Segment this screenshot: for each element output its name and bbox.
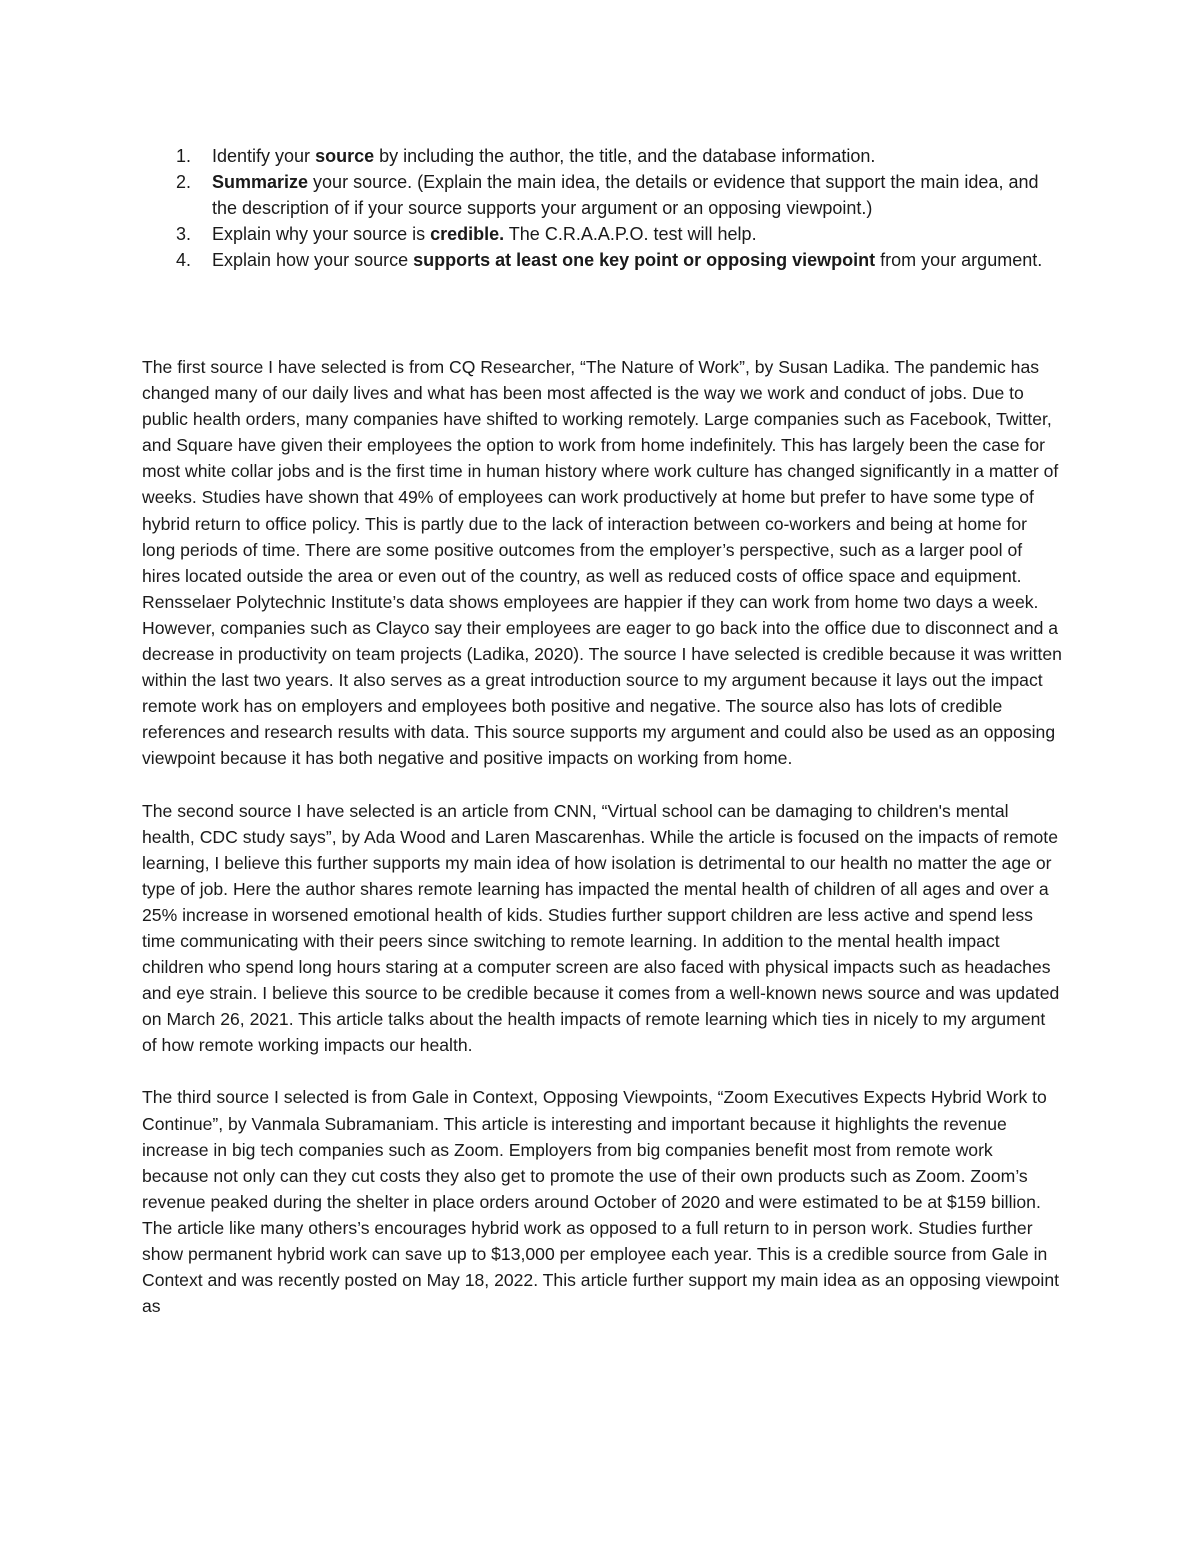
instruction-item [172, 247, 1052, 273]
instruction-text: The C.R.A.A.P.O. test will help. [504, 224, 757, 244]
instruction-list [172, 143, 1052, 273]
instruction-keyword: credible. [430, 224, 505, 244]
instruction-text: your source. (Explain the main idea, the details or evidence that support the main idea, and the description of if your source supports your argument or an opposing viewpoint.) [212, 172, 1039, 218]
instruction-number: 3. [176, 224, 192, 244]
instruction-number: 2. [176, 172, 192, 192]
instruction-item [172, 143, 1052, 169]
instruction-text: Explain why your source is [212, 224, 431, 244]
instruction-text: by including the author, the title, and the database information. [374, 146, 876, 166]
essay-body [142, 354, 1062, 1345]
instruction-text: from your argument. [875, 250, 1043, 270]
paragraph-third-source: The third source I selected is from Gale in Context, Opposing Viewpoints, “Zoom Executives Expects Hybrid Work to Continue”, by Vanmala Subramaniam. This article is interesting and important because it highlights the revenue increase in big tech companies such as Zoom. Employers from big companies benefit most from remote work because not only can they cut costs they also get to promote the use of their own products such as Zoom. Zoom’s revenue peaked during the shelter in place orders around October of 2020 and were estimated to be at $159 billion. The article like many others’s encourages hybrid work as opposed to a full return to in person work. Studies further show permanent hybrid work can save up to $13,000 per employee each year. This is a credible source from Gale in Context and was recently posted on May 18, 2022. This article further support my main idea as an opposing viewpoint as [142, 1087, 1060, 1317]
instruction-text: Explain how your source [212, 250, 414, 270]
instruction-item [172, 221, 1052, 247]
instruction-keyword: source [315, 146, 375, 166]
instruction-number: 4. [176, 250, 192, 270]
instruction-keyword: supports at least one key point or opposing viewpoint [413, 250, 876, 270]
instruction-text: Identify your [212, 146, 316, 166]
paragraph-first-source: The first source I have selected is from CQ Researcher, “The Nature of Work”, by Susan Ladika. The pandemic has changed many of our daily lives and what has been most affected is the way we work and conduct of jobs. Due to public health orders, many companies have shifted to working remotely. Large companies such as Facebook, Twitter, and Square have given their employees the option to work from home indefinitely. This has largely been the case for most white collar jobs and is the first time in human history where work culture has changed significantly in a matter of weeks. Studies have shown that 49% of employees can work productively at home but prefer to have some type of hybrid return to office policy. This is partly due to the lack of interaction between co-workers and being at home for long periods of time. There are some positive outcomes from the employer’s perspective, such as a larger pool of hires located outside the area or even out of the country, as well as reduced costs of office space and equipment. Rensselaer Polytechnic Institute’s data shows employees are happier if they can work from home two days a week. However, companies such as Clayco say their employees are eager to go back into the office due to disconnect and a decrease in productivity on team projects (Ladika, 2020). The source I have selected is credible because it was written within the last two years. It also serves as a great introduction source to my argument because it lays out the impact remote work has on employers and employees both positive and negative. The source also has lots of credible references and research results with data. This source supports my argument and could also be used as an opposing viewpoint because it has both negative and positive impacts on working from home. [142, 357, 1062, 769]
instruction-number: 1. [176, 146, 192, 166]
instruction-keyword: Summarize [212, 172, 309, 192]
paragraph-second-source: The second source I have selected is an article from CNN, “Virtual school can be damaging to children's mental health, CDC study says”, by Ada Wood and Laren Mascarenhas. While the article is focused on the impacts of remote learning, I believe this further supports my main idea of how isolation is detrimental to our health no matter the age or type of job. Here the author shares remote learning has impacted the mental health of children of all ages and over a 25% increase in worsened emotional health of kids. Studies further support children are less active and spend less time communicating with their peers since switching to remote learning. In addition to the mental health impact children who spend long hours staring at a computer screen are also faced with physical impacts such as headaches and eye strain. I believe this source to be credible because it comes from a well-known news source and was updated on March 26, 2021. This article talks about the health impacts of remote learning which ties in nicely to my argument of how remote working impacts our health. [142, 800, 1060, 1056]
instruction-item [172, 169, 1052, 221]
